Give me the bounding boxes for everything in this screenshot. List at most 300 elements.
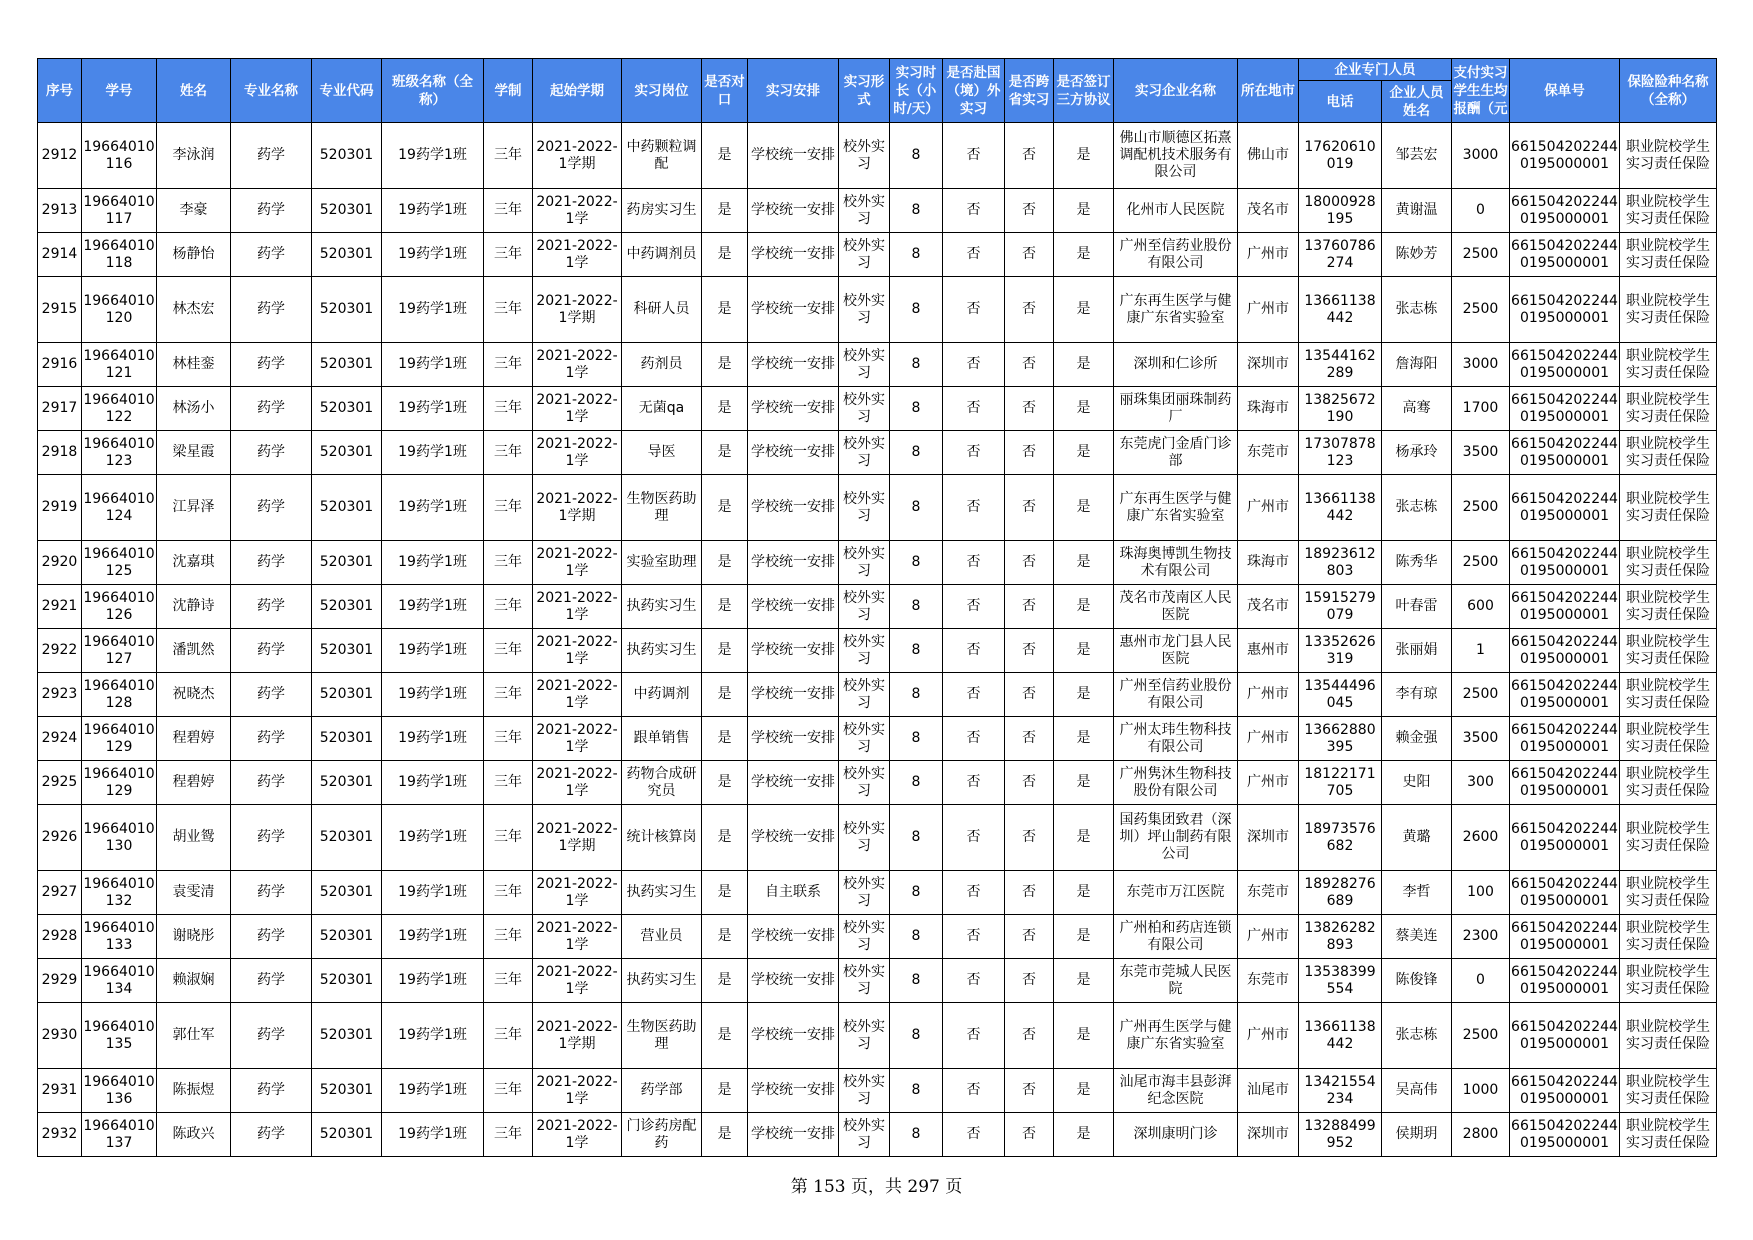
cell-matched: 是 <box>702 387 748 431</box>
cell-contact-name: 黄谢温 <box>1382 189 1452 233</box>
cell-company: 广州隽沐生物科技股份有限公司 <box>1114 761 1238 805</box>
cell-student-id: 19664010125 <box>82 541 157 585</box>
cell-policy-no: 6615042022440195000001 <box>1510 1069 1620 1113</box>
cell-position: 药剂员 <box>622 343 702 387</box>
cell-contact-phone: 13825672190 <box>1299 387 1382 431</box>
cell-form: 校外实习 <box>839 915 890 959</box>
cell-policy-no: 6615042022440195000001 <box>1510 629 1620 673</box>
cell-position: 中药调剂员 <box>622 233 702 277</box>
cell-position: 生物医药助理 <box>622 1003 702 1069</box>
table-row <box>38 1113 1717 1157</box>
cell-major: 药学 <box>231 959 312 1003</box>
cell-pay: 1700 <box>1452 387 1510 431</box>
cell-form: 校外实习 <box>839 431 890 475</box>
cell-major: 药学 <box>231 541 312 585</box>
cell-insurance: 职业院校学生实习责任保险 <box>1620 959 1717 1003</box>
cell-duration: 三年 <box>484 1003 533 1069</box>
cell-position: 执药实习生 <box>622 871 702 915</box>
cell-contact-name: 陈妙芳 <box>1382 233 1452 277</box>
header-matched: 是否对口 <box>702 59 748 123</box>
cell-duration: 三年 <box>484 277 533 343</box>
cell-contact-name: 陈秀华 <box>1382 541 1452 585</box>
cell-city: 广州市 <box>1238 673 1299 717</box>
header-duration: 学制 <box>484 59 533 123</box>
cell-insurance: 职业院校学生实习责任保险 <box>1620 431 1717 475</box>
cell-matched: 是 <box>702 871 748 915</box>
cell-matched: 是 <box>702 629 748 673</box>
cell-insurance: 职业院校学生实习责任保险 <box>1620 277 1717 343</box>
cell-insurance: 职业院校学生实习责任保险 <box>1620 585 1717 629</box>
cell-company: 东莞市万江医院 <box>1114 871 1238 915</box>
cell-major: 药学 <box>231 717 312 761</box>
cell-hours: 8 <box>890 277 943 343</box>
cell-pay: 2500 <box>1452 1003 1510 1069</box>
cell-contact-phone: 18122171705 <box>1299 761 1382 805</box>
cell-city: 广州市 <box>1238 233 1299 277</box>
header-major-code: 专业代码 <box>312 59 382 123</box>
cell-city: 广州市 <box>1238 915 1299 959</box>
cell-student-id: 19664010117 <box>82 189 157 233</box>
cell-matched: 是 <box>702 585 748 629</box>
cell-contact-phone: 18973576682 <box>1299 805 1382 871</box>
cell-hours: 8 <box>890 233 943 277</box>
cell-arrangement: 学校统一安排 <box>748 233 839 277</box>
cell-major-code: 520301 <box>312 871 382 915</box>
cell-pay: 2500 <box>1452 277 1510 343</box>
cell-policy-no: 6615042022440195000001 <box>1510 387 1620 431</box>
cell-seq: 2932 <box>38 1113 82 1157</box>
cell-tripartite: 是 <box>1054 717 1114 761</box>
cell-start-term: 2021-2022-1学 <box>533 1113 622 1157</box>
table-row <box>38 1003 1717 1069</box>
header-insurance: 保险险种名称（全称） <box>1620 59 1717 123</box>
cell-matched: 是 <box>702 761 748 805</box>
cell-cross-province: 否 <box>1005 541 1054 585</box>
cell-start-term: 2021-2022-1学 <box>533 959 622 1003</box>
cell-major: 药学 <box>231 915 312 959</box>
cell-position: 执药实习生 <box>622 585 702 629</box>
cell-company: 惠州市龙门县人民医院 <box>1114 629 1238 673</box>
cell-form: 校外实习 <box>839 541 890 585</box>
cell-contact-name: 张志栋 <box>1382 475 1452 541</box>
cell-start-term: 2021-2022-1学 <box>533 189 622 233</box>
cell-city: 深圳市 <box>1238 805 1299 871</box>
cell-abroad: 否 <box>943 1069 1005 1113</box>
table-row <box>38 673 1717 717</box>
cell-name: 袁雯清 <box>157 871 231 915</box>
cell-seq: 2924 <box>38 717 82 761</box>
cell-contact-phone: 18000928195 <box>1299 189 1382 233</box>
cell-seq: 2920 <box>38 541 82 585</box>
cell-contact-phone: 13544162289 <box>1299 343 1382 387</box>
cell-position: 跟单销售 <box>622 717 702 761</box>
cell-form: 校外实习 <box>839 585 890 629</box>
cell-insurance: 职业院校学生实习责任保险 <box>1620 915 1717 959</box>
cell-insurance: 职业院校学生实习责任保险 <box>1620 541 1717 585</box>
cell-city: 东莞市 <box>1238 431 1299 475</box>
cell-start-term: 2021-2022-1学期 <box>533 805 622 871</box>
table-row <box>38 343 1717 387</box>
cell-insurance: 职业院校学生实习责任保险 <box>1620 1003 1717 1069</box>
table-row <box>38 629 1717 673</box>
cell-name: 陈政兴 <box>157 1113 231 1157</box>
cell-arrangement: 学校统一安排 <box>748 717 839 761</box>
cell-student-id: 19664010137 <box>82 1113 157 1157</box>
table-row <box>38 761 1717 805</box>
cell-form: 校外实习 <box>839 805 890 871</box>
cell-form: 校外实习 <box>839 233 890 277</box>
cell-class-name: 19药学1班 <box>382 1069 484 1113</box>
cell-tripartite: 是 <box>1054 585 1114 629</box>
cell-hours: 8 <box>890 189 943 233</box>
cell-insurance: 职业院校学生实习责任保险 <box>1620 629 1717 673</box>
cell-abroad: 否 <box>943 629 1005 673</box>
cell-form: 校外实习 <box>839 277 890 343</box>
cell-arrangement: 学校统一安排 <box>748 1003 839 1069</box>
cell-arrangement: 学校统一安排 <box>748 1069 839 1113</box>
cell-arrangement: 学校统一安排 <box>748 629 839 673</box>
cell-policy-no: 6615042022440195000001 <box>1510 431 1620 475</box>
cell-arrangement: 学校统一安排 <box>748 915 839 959</box>
cell-student-id: 19664010129 <box>82 761 157 805</box>
cell-policy-no: 6615042022440195000001 <box>1510 673 1620 717</box>
cell-start-term: 2021-2022-1学 <box>533 915 622 959</box>
cell-cross-province: 否 <box>1005 629 1054 673</box>
cell-position: 药房实习生 <box>622 189 702 233</box>
cell-policy-no: 6615042022440195000001 <box>1510 959 1620 1003</box>
cell-hours: 8 <box>890 959 943 1003</box>
cell-duration: 三年 <box>484 343 533 387</box>
cell-start-term: 2021-2022-1学 <box>533 343 622 387</box>
internship-table <box>37 58 1717 1157</box>
cell-abroad: 否 <box>943 277 1005 343</box>
cell-contact-name: 史阳 <box>1382 761 1452 805</box>
cell-name: 林杰宏 <box>157 277 231 343</box>
table-row <box>38 585 1717 629</box>
cell-major: 药学 <box>231 387 312 431</box>
cell-pay: 600 <box>1452 585 1510 629</box>
cell-arrangement: 学校统一安排 <box>748 959 839 1003</box>
cell-start-term: 2021-2022-1学 <box>533 673 622 717</box>
cell-company: 广东再生医学与健康广东省实验室 <box>1114 277 1238 343</box>
cell-cross-province: 否 <box>1005 431 1054 475</box>
cell-company: 广州太玮生物科技有限公司 <box>1114 717 1238 761</box>
cell-matched: 是 <box>702 959 748 1003</box>
cell-arrangement: 学校统一安排 <box>748 189 839 233</box>
cell-tripartite: 是 <box>1054 123 1114 189</box>
cell-duration: 三年 <box>484 717 533 761</box>
cell-class-name: 19药学1班 <box>382 277 484 343</box>
cell-hours: 8 <box>890 541 943 585</box>
cell-name: 林汤小 <box>157 387 231 431</box>
cell-tripartite: 是 <box>1054 761 1114 805</box>
cell-policy-no: 6615042022440195000001 <box>1510 1003 1620 1069</box>
cell-cross-province: 否 <box>1005 585 1054 629</box>
cell-duration: 三年 <box>484 541 533 585</box>
table-body <box>38 123 1717 1157</box>
cell-company: 广州至信药业股份有限公司 <box>1114 673 1238 717</box>
cell-form: 校外实习 <box>839 629 890 673</box>
cell-name: 李泳润 <box>157 123 231 189</box>
cell-tripartite: 是 <box>1054 541 1114 585</box>
cell-student-id: 19664010133 <box>82 915 157 959</box>
cell-contact-phone: 13661138442 <box>1299 277 1382 343</box>
cell-major: 药学 <box>231 585 312 629</box>
cell-start-term: 2021-2022-1学期 <box>533 123 622 189</box>
cell-cross-province: 否 <box>1005 1003 1054 1069</box>
cell-insurance: 职业院校学生实习责任保险 <box>1620 387 1717 431</box>
cell-form: 校外实习 <box>839 1069 890 1113</box>
header-city: 所在地市 <box>1238 59 1299 123</box>
cell-policy-no: 6615042022440195000001 <box>1510 475 1620 541</box>
cell-hours: 8 <box>890 805 943 871</box>
cell-student-id: 19664010116 <box>82 123 157 189</box>
cell-class-name: 19药学1班 <box>382 541 484 585</box>
cell-student-id: 19664010136 <box>82 1069 157 1113</box>
cell-major-code: 520301 <box>312 1069 382 1113</box>
cell-name: 梁星霞 <box>157 431 231 475</box>
cell-city: 珠海市 <box>1238 541 1299 585</box>
cell-major: 药学 <box>231 1003 312 1069</box>
cell-tripartite: 是 <box>1054 1113 1114 1157</box>
cell-hours: 8 <box>890 871 943 915</box>
cell-abroad: 否 <box>943 915 1005 959</box>
cell-arrangement: 学校统一安排 <box>748 585 839 629</box>
cell-pay: 1000 <box>1452 1069 1510 1113</box>
cell-abroad: 否 <box>943 189 1005 233</box>
cell-city: 佛山市 <box>1238 123 1299 189</box>
cell-cross-province: 否 <box>1005 1069 1054 1113</box>
cell-seq: 2916 <box>38 343 82 387</box>
cell-name: 祝晓杰 <box>157 673 231 717</box>
cell-duration: 三年 <box>484 629 533 673</box>
cell-student-id: 19664010127 <box>82 629 157 673</box>
cell-major: 药学 <box>231 629 312 673</box>
cell-form: 校外实习 <box>839 1003 890 1069</box>
cell-city: 珠海市 <box>1238 387 1299 431</box>
cell-start-term: 2021-2022-1学 <box>533 233 622 277</box>
cell-class-name: 19药学1班 <box>382 717 484 761</box>
cell-city: 广州市 <box>1238 717 1299 761</box>
table-row <box>38 189 1717 233</box>
cell-major: 药学 <box>231 233 312 277</box>
cell-major: 药学 <box>231 1113 312 1157</box>
cell-company: 广州再生医学与健康广东省实验室 <box>1114 1003 1238 1069</box>
cell-major-code: 520301 <box>312 343 382 387</box>
cell-major-code: 520301 <box>312 1113 382 1157</box>
cell-city: 深圳市 <box>1238 343 1299 387</box>
cell-pay: 0 <box>1452 189 1510 233</box>
cell-student-id: 19664010120 <box>82 277 157 343</box>
cell-contact-phone: 13421554234 <box>1299 1069 1382 1113</box>
cell-major-code: 520301 <box>312 959 382 1003</box>
cell-company: 茂名市茂南区人民医院 <box>1114 585 1238 629</box>
cell-position: 实验室助理 <box>622 541 702 585</box>
cell-abroad: 否 <box>943 387 1005 431</box>
table-row <box>38 871 1717 915</box>
cell-pay: 2500 <box>1452 673 1510 717</box>
cell-name: 沈静诗 <box>157 585 231 629</box>
header-seq: 序号 <box>38 59 82 123</box>
cell-contact-phone: 13544496045 <box>1299 673 1382 717</box>
cell-hours: 8 <box>890 717 943 761</box>
header-major: 专业名称 <box>231 59 312 123</box>
cell-contact-name: 詹海阳 <box>1382 343 1452 387</box>
cell-major-code: 520301 <box>312 761 382 805</box>
cell-start-term: 2021-2022-1学期 <box>533 277 622 343</box>
cell-name: 陈振煜 <box>157 1069 231 1113</box>
cell-form: 校外实习 <box>839 761 890 805</box>
cell-policy-no: 6615042022440195000001 <box>1510 1113 1620 1157</box>
cell-cross-province: 否 <box>1005 343 1054 387</box>
cell-hours: 8 <box>890 1003 943 1069</box>
table-row <box>38 387 1717 431</box>
cell-arrangement: 学校统一安排 <box>748 673 839 717</box>
cell-pay: 3000 <box>1452 343 1510 387</box>
cell-matched: 是 <box>702 717 748 761</box>
cell-duration: 三年 <box>484 123 533 189</box>
table-row <box>38 717 1717 761</box>
header-start-term: 起始学期 <box>533 59 622 123</box>
cell-name: 谢晓彤 <box>157 915 231 959</box>
cell-contact-name: 赖金强 <box>1382 717 1452 761</box>
header-company: 实习企业名称 <box>1114 59 1238 123</box>
cell-hours: 8 <box>890 1069 943 1113</box>
cell-position: 中药调剂 <box>622 673 702 717</box>
cell-hours: 8 <box>890 673 943 717</box>
cell-company: 丽珠集团丽珠制药厂 <box>1114 387 1238 431</box>
cell-hours: 8 <box>890 343 943 387</box>
cell-major-code: 520301 <box>312 673 382 717</box>
cell-duration: 三年 <box>484 189 533 233</box>
cell-policy-no: 6615042022440195000001 <box>1510 871 1620 915</box>
cell-seq: 2928 <box>38 915 82 959</box>
cell-company: 汕尾市海丰县彭湃纪念医院 <box>1114 1069 1238 1113</box>
cell-position: 导医 <box>622 431 702 475</box>
cell-abroad: 否 <box>943 1003 1005 1069</box>
cell-hours: 8 <box>890 585 943 629</box>
cell-class-name: 19药学1班 <box>382 189 484 233</box>
cell-abroad: 否 <box>943 585 1005 629</box>
cell-start-term: 2021-2022-1学 <box>533 541 622 585</box>
header-contact-phone: 电话 <box>1299 81 1382 123</box>
cell-student-id: 19664010129 <box>82 717 157 761</box>
cell-form: 校外实习 <box>839 123 890 189</box>
table-row <box>38 915 1717 959</box>
cell-pay: 3500 <box>1452 431 1510 475</box>
cell-position: 生物医药助理 <box>622 475 702 541</box>
cell-major: 药学 <box>231 277 312 343</box>
cell-seq: 2923 <box>38 673 82 717</box>
cell-name: 江昇泽 <box>157 475 231 541</box>
cell-seq: 2918 <box>38 431 82 475</box>
cell-form: 校外实习 <box>839 387 890 431</box>
cell-tripartite: 是 <box>1054 387 1114 431</box>
cell-pay: 2500 <box>1452 541 1510 585</box>
cell-name: 胡业鸳 <box>157 805 231 871</box>
cell-duration: 三年 <box>484 673 533 717</box>
cell-cross-province: 否 <box>1005 475 1054 541</box>
cell-position: 执药实习生 <box>622 959 702 1003</box>
cell-student-id: 19664010121 <box>82 343 157 387</box>
cell-major-code: 520301 <box>312 431 382 475</box>
cell-student-id: 19664010130 <box>82 805 157 871</box>
cell-cross-province: 否 <box>1005 761 1054 805</box>
cell-company: 国药集团致君（深圳）坪山制药有限公司 <box>1114 805 1238 871</box>
cell-student-id: 19664010124 <box>82 475 157 541</box>
cell-class-name: 19药学1班 <box>382 475 484 541</box>
cell-city: 茂名市 <box>1238 189 1299 233</box>
table-row <box>38 233 1717 277</box>
cell-student-id: 19664010128 <box>82 673 157 717</box>
cell-abroad: 否 <box>943 123 1005 189</box>
cell-class-name: 19药学1班 <box>382 629 484 673</box>
cell-company: 东莞市莞城人民医院 <box>1114 959 1238 1003</box>
cell-seq: 2925 <box>38 761 82 805</box>
cell-policy-no: 6615042022440195000001 <box>1510 343 1620 387</box>
cell-insurance: 职业院校学生实习责任保险 <box>1620 189 1717 233</box>
cell-cross-province: 否 <box>1005 123 1054 189</box>
cell-contact-name: 高骞 <box>1382 387 1452 431</box>
cell-tripartite: 是 <box>1054 959 1114 1003</box>
cell-start-term: 2021-2022-1学 <box>533 431 622 475</box>
cell-contact-phone: 13661138442 <box>1299 1003 1382 1069</box>
cell-class-name: 19药学1班 <box>382 915 484 959</box>
cell-insurance: 职业院校学生实习责任保险 <box>1620 123 1717 189</box>
cell-hours: 8 <box>890 1113 943 1157</box>
cell-matched: 是 <box>702 915 748 959</box>
cell-duration: 三年 <box>484 805 533 871</box>
cell-insurance: 职业院校学生实习责任保险 <box>1620 805 1717 871</box>
cell-arrangement: 学校统一安排 <box>748 123 839 189</box>
cell-class-name: 19药学1班 <box>382 959 484 1003</box>
cell-pay: 1 <box>1452 629 1510 673</box>
cell-position: 门诊药房配药 <box>622 1113 702 1157</box>
cell-cross-province: 否 <box>1005 277 1054 343</box>
cell-major-code: 520301 <box>312 277 382 343</box>
cell-city: 广州市 <box>1238 475 1299 541</box>
cell-contact-name: 邹芸宏 <box>1382 123 1452 189</box>
cell-tripartite: 是 <box>1054 475 1114 541</box>
cell-policy-no: 6615042022440195000001 <box>1510 585 1620 629</box>
cell-policy-no: 6615042022440195000001 <box>1510 277 1620 343</box>
cell-class-name: 19药学1班 <box>382 1003 484 1069</box>
cell-tripartite: 是 <box>1054 431 1114 475</box>
cell-cross-province: 否 <box>1005 1113 1054 1157</box>
cell-contact-name: 吴高伟 <box>1382 1069 1452 1113</box>
cell-tripartite: 是 <box>1054 629 1114 673</box>
cell-tripartite: 是 <box>1054 915 1114 959</box>
cell-insurance: 职业院校学生实习责任保险 <box>1620 343 1717 387</box>
cell-pay: 2600 <box>1452 805 1510 871</box>
cell-arrangement: 学校统一安排 <box>748 475 839 541</box>
cell-duration: 三年 <box>484 233 533 277</box>
cell-contact-phone: 13662880395 <box>1299 717 1382 761</box>
cell-contact-phone: 13288499952 <box>1299 1113 1382 1157</box>
cell-matched: 是 <box>702 189 748 233</box>
cell-hours: 8 <box>890 629 943 673</box>
cell-contact-name: 张丽娟 <box>1382 629 1452 673</box>
cell-class-name: 19药学1班 <box>382 585 484 629</box>
cell-company: 深圳和仁诊所 <box>1114 343 1238 387</box>
cell-policy-no: 6615042022440195000001 <box>1510 541 1620 585</box>
cell-contact-name: 叶春雷 <box>1382 585 1452 629</box>
cell-arrangement: 学校统一安排 <box>748 387 839 431</box>
header-cross-province: 是否跨省实习 <box>1005 59 1054 123</box>
cell-abroad: 否 <box>943 959 1005 1003</box>
cell-form: 校外实习 <box>839 959 890 1003</box>
cell-name: 沈嘉琪 <box>157 541 231 585</box>
